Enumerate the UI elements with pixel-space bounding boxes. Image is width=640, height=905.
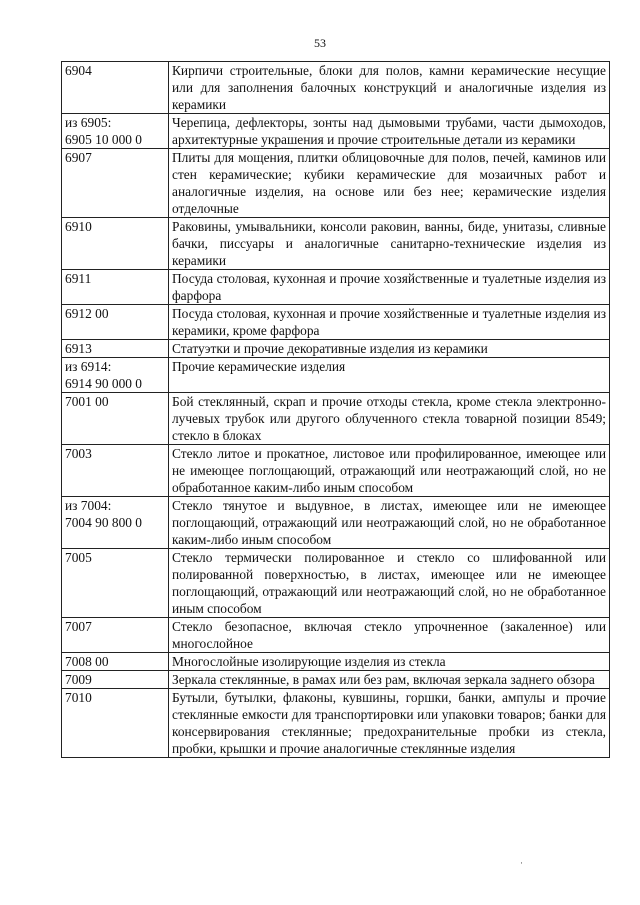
- description-cell: Статуэтки и прочие декоративные изделия из керамики: [169, 340, 610, 358]
- table-row: [62, 270, 610, 305]
- description-cell: Зеркала стеклянные, в рамах или без рам, включая зеркала заднего обзора: [169, 671, 610, 689]
- table-row: [62, 618, 610, 653]
- commodity-code-table: [61, 61, 610, 758]
- description-cell: Посуда столовая, кухонная и прочие хозяйственные и туалетные изделия из керамики, кроме фарфора: [169, 305, 610, 340]
- code-cell: 7005: [62, 549, 169, 618]
- table-row: [62, 358, 610, 393]
- table-row: [62, 549, 610, 618]
- code-cell: 7003: [62, 445, 169, 497]
- code-cell: 7007: [62, 618, 169, 653]
- table-row: [62, 218, 610, 270]
- scan-mark: ·: [520, 858, 523, 868]
- description-cell: Стекло термически полированное и стекло со шлифованной или полированной поверхностью, в листах, имеющее или не имеющее поглощающий, отражающий или неотражающий слой, но не обработанное иным способом: [169, 549, 610, 618]
- description-cell: Черепица, дефлекторы, зонты над дымовыми трубами, части дымоходов, архитектурные украшения и прочие строительные детали из керамики: [169, 114, 610, 149]
- code-cell: из 6914: 6914 90 000 0: [62, 358, 169, 393]
- description-cell: Стекло литое и прокатное, листовое или профилированное, имеющее или не имеющее поглощающий, отражающий или неотражающий слой, но не обработанное каким-либо иным способом: [169, 445, 610, 497]
- table-row: [62, 393, 610, 445]
- code-cell: из 7004: 7004 90 800 0: [62, 497, 169, 549]
- code-cell: 6904: [62, 62, 169, 114]
- code-cell: 6913: [62, 340, 169, 358]
- code-cell: 6911: [62, 270, 169, 305]
- description-cell: Посуда столовая, кухонная и прочие хозяйственные и туалетные изделия из фарфора: [169, 270, 610, 305]
- description-cell: Прочие керамические изделия: [169, 358, 610, 393]
- description-cell: Бутыли, бутылки, флаконы, кувшины, горшки, банки, ампулы и прочие стеклянные емкости для транспортировки или упаковки товаров; банки для консервирования стеклянные; предохранительные пробки из стекла, пробки, крышки и прочие аналогичные стеклянные изделия: [169, 689, 610, 758]
- table-row: [62, 497, 610, 549]
- description-cell: Кирпичи строительные, блоки для полов, камни керамические несущие или для заполнения балочных конструкций и аналогичные изделия из керамики: [169, 62, 610, 114]
- code-cell: 7008 00: [62, 653, 169, 671]
- code-cell: 7010: [62, 689, 169, 758]
- table-row: [62, 689, 610, 758]
- description-cell: Стекло безопасное, включая стекло упрочненное (закаленное) или многослойное: [169, 618, 610, 653]
- table-row: [62, 671, 610, 689]
- table-row: [62, 445, 610, 497]
- table-row: [62, 114, 610, 149]
- description-cell: Бой стеклянный, скрап и прочие отходы стекла, кроме стекла электронно-лучевых трубок или другого облученного стекла товарной позиции 8549; стекло в блоках: [169, 393, 610, 445]
- table-row: [62, 62, 610, 114]
- description-cell: Многослойные изолирующие изделия из стекла: [169, 653, 610, 671]
- description-cell: Стекло тянутое и выдувное, в листах, имеющее или не имеющее поглощающий, отражающий или неотражающий слой, но не обработанное каким-либо иным способом: [169, 497, 610, 549]
- code-cell: 7009: [62, 671, 169, 689]
- code-cell: 6907: [62, 149, 169, 218]
- code-cell: 6910: [62, 218, 169, 270]
- table-row: [62, 305, 610, 340]
- code-cell: из 6905: 6905 10 000 0: [62, 114, 169, 149]
- table-row: [62, 149, 610, 218]
- code-cell: 7001 00: [62, 393, 169, 445]
- page-number: 53: [314, 36, 326, 50]
- description-cell: Плиты для мощения, плитки облицовочные для полов, печей, каминов или стен керамические; кубики керамические для мозаичных работ и аналогичные изделия, на основе или без нее; керамические изделия отделочные: [169, 149, 610, 218]
- table-row: [62, 653, 610, 671]
- table-body: [62, 62, 610, 758]
- code-cell: 6912 00: [62, 305, 169, 340]
- table-row: [62, 340, 610, 358]
- description-cell: Раковины, умывальники, консоли раковин, ванны, биде, унитазы, сливные бачки, писсуары и аналогичные санитарно-технические изделия из керамики: [169, 218, 610, 270]
